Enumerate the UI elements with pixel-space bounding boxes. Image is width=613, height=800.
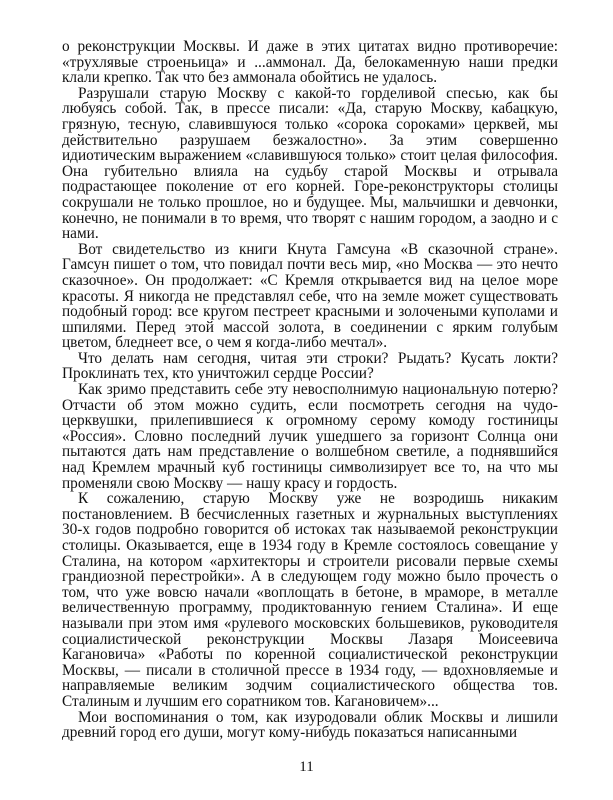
paragraph-3: Вот свидетельство из книги Кнута Гамсуна «В сказочной стране». Гамсун пишет о том, что повидал почти весь мир, «но Москва — это нечто сказочное». Он продолжает: «С Кремля открывается вид на целое море красоты. Я никогда не представлял себе, что на земле может существовать подобный город: все кругом пестреет красными и золочеными куполами и шпилями. Перед этой массой золота, в соединении с ярким голубым цветом, бледнеет все, о чем я когда-либо мечтал».	[62, 240, 558, 352]
paragraph-4: Что делать нам сегодня, читая эти строки? Рыдать? Кусать локти? Проклинать тех, кто уничтожил сердце России?	[62, 349, 558, 383]
paragraph-7: Мои воспоминания о том, как изуродовали облик Москвы и лишили древний город его души, могут кому-нибудь показаться написанными	[62, 708, 558, 742]
page-number: 11	[299, 759, 314, 775]
paragraph-2: Разрушали старую Москву с какой-то горделивой спесью, как бы любуясь собой. Так, в прессе писали: «Да, старую Москву, кабацкую, грязную, тесную, славившуюся только «сорока сороками» церквей, мы действительно разрушаем безжалостно». За этим совершенно идиотическим выражением «славившуюся только» стоит целая философия. Она губительно влияла на судьбу старой Москвы и отрывала подрастающее поколение от его корней. Горе-реконструкторы столицы сокрушали не только прошлое, но и будущее. Мы, мальчишки и девчонки, конечно, не понимали в то время, что творят с нашим городом, а заодно и с нами.	[62, 84, 558, 243]
paragraph-1: о реконструкции Москвы. И даже в этих цитатах видно противоречие: «трухлявые строеньица» и ...аммонал. Да, белокаменную наши предки клали крепко. Так что без аммонала обойтись не удалось.	[62, 38, 558, 87]
body-text	[62, 39, 558, 741]
paragraph-6: К сожалению, старую Москву уже не возродишь никаким постановлением. В бесчисленных газетных и журнальных выступлениях 30-х годов подробно говорится об истоках так называемой реконструкции столицы. Оказывается, еще в 1934 году в Кремле состоялось совещание у Сталина, на котором «архитекторы и строители рисовали первые схемы грандиозной перестройки». А в следующем году можно было прочесть о том, что уже вовсю начали «воплощать в бетоне, в мраморе, в металле величественную программу, продиктованную гением Сталина». И еще называли при этом имя «рулевого московских большевиков, руководителя социалистической реконструкции Москвы Лазаря Моисеевича Кагановича» «Работы по коренной социалистической реконструкции Москвы, — писали в столичной прессе в 1934 году, — вдохновляемые и направляемые великим зодчим социалистического общества тов. Сталиным и лучшим его соратником тов. Кагановичем»...	[62, 490, 558, 710]
paragraph-5: Как зримо представить себе эту невосполнимую национальную потерю? Отчасти об этом можно судить, если посмотреть сегодня на чудо-церквушки, прилепившиеся к огромному серому комоду гостиницы «Россия». Словно последний лучик ушедшего за горизонт Солнца они пытаются дать нам представление о волшебном светиле, а поднявшийся над Кремлем мрачный куб гостиницы символизирует все то, на что мы променяли свою Москву — нашу красу и гордость.	[62, 381, 558, 492]
